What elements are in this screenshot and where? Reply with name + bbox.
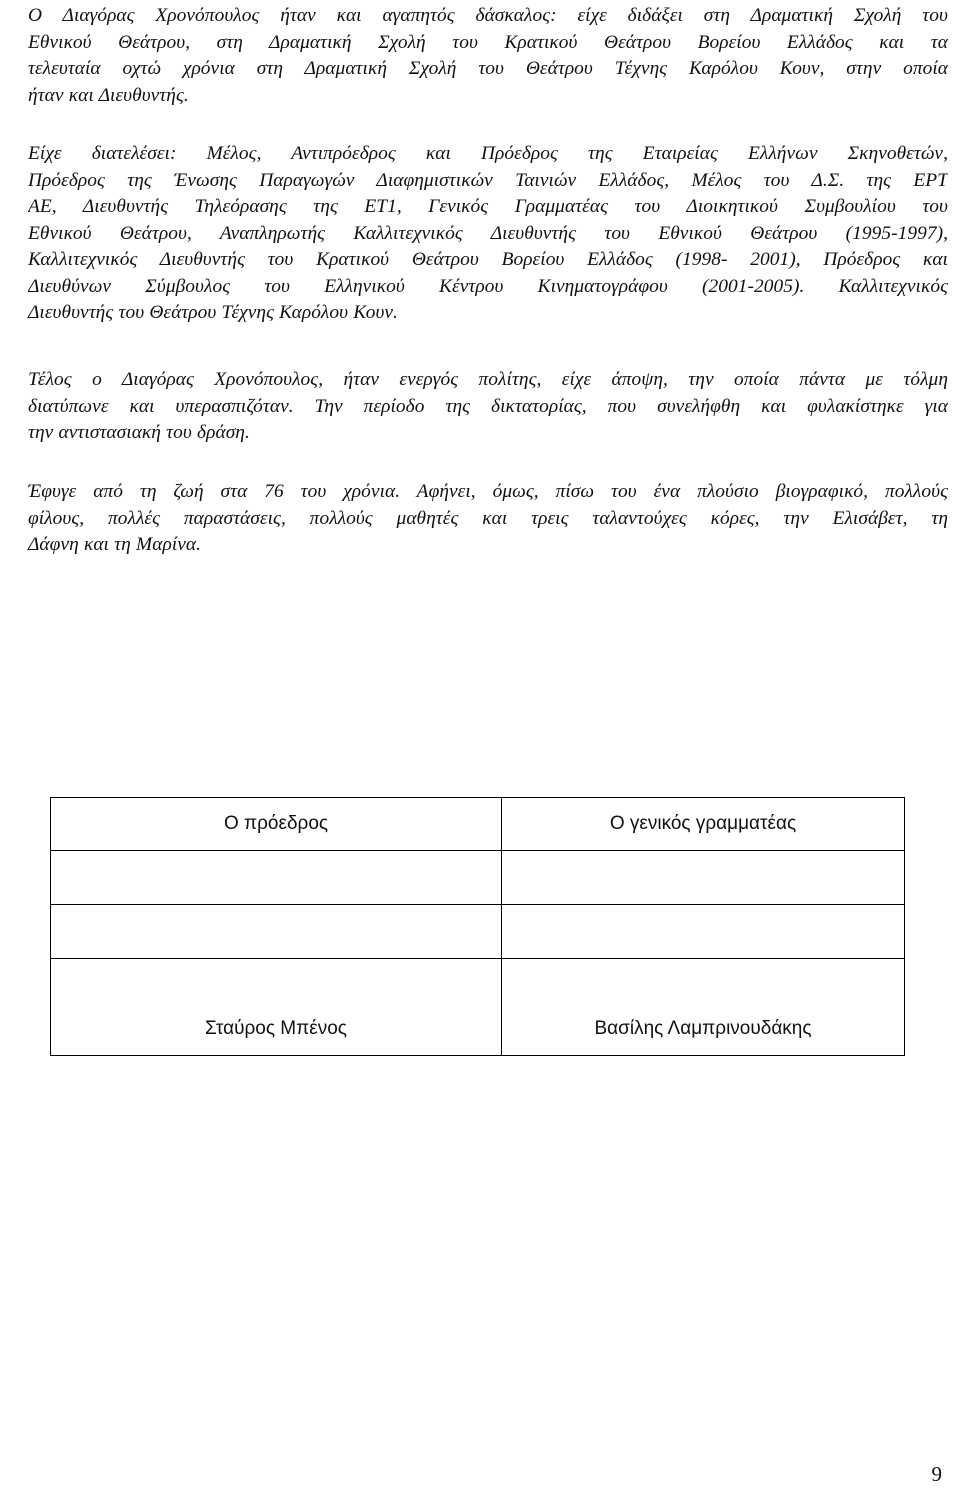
blank-cell	[51, 905, 502, 959]
secretary-name: Βασίλης Λαμπρινουδάκης	[594, 1018, 812, 1039]
text-line: τελευταία οχτώ χρόνια στη Δραματική Σχολή του Θεάτρου Τέχνης Καρόλου Κουν, στην οποία	[28, 58, 948, 79]
blank-cell	[502, 905, 905, 959]
paragraph-citizen	[28, 367, 948, 447]
secretary-title: Ο γενικός γραμματέας	[502, 798, 905, 851]
president-name-cell	[51, 959, 502, 1056]
president-name: Σταύρος Μπένος	[205, 1018, 347, 1039]
text-line: Είχε διατελέσει: Μέλος, Αντιπρόεδρος και Πρόεδρος της Εταιρείας Ελλήνων Σκηνοθετών,	[28, 143, 948, 164]
signature-table	[50, 797, 905, 1056]
signature-blank-row	[51, 851, 905, 905]
text-line: φίλους, πολλές παραστάσεις, πολλούς μαθητές και τρεις ταλαντούχες κόρες, την Ελισάβετ, τη	[28, 507, 948, 529]
text-line: Δάφνη και τη Μαρίνα.	[28, 534, 202, 555]
paragraph-teaching	[28, 3, 948, 109]
blank-cell	[502, 851, 905, 905]
signature-blank-row	[51, 905, 905, 959]
secretary-name-cell	[502, 959, 905, 1056]
text-line: Πρόεδρος της Ένωσης Παραγωγών Διαφημιστικών Ταινιών Ελλάδος, Μέλος του Δ.Σ. της ΕΡΤ	[28, 169, 948, 191]
president-title: Ο πρόεδρος	[51, 798, 502, 851]
text-line: ΑΕ, Διευθυντής Τηλεόρασης της ΕΤ1, Γενικός Γραμματέας του Διοικητικού Συμβουλίου του	[28, 196, 948, 217]
signature-name-row	[51, 959, 905, 1056]
text-line: την αντιστασιακή του δράση.	[28, 422, 250, 443]
text-line: Διευθύνων Σύμβουλος του Ελληνικού Κέντρου Κινηματογράφου (2001-2005). Καλλιτεχνικός	[28, 275, 948, 297]
page-number: 9	[931, 1462, 942, 1486]
text-line: Τέλος ο Διαγόρας Χρονόπουλος, ήταν ενεργός πολίτης, είχε άποψη, την οποία πάντα με τόλμη	[28, 369, 948, 390]
text-line: Εθνικού Θεάτρου, στη Δραματική Σχολή του Κρατικού Θεάτρου Βορείου Ελλάδος και τα	[28, 31, 948, 53]
text-line: Έφυγε από τη ζωή στα 76 του χρόνια. Αφήνει, όμως, πίσω του ένα πλούσιο βιογραφικό, πολλούς	[28, 481, 948, 502]
blank-cell	[51, 851, 502, 905]
text-line: Ο Διαγόρας Χρονόπουλος ήταν και αγαπητός δάσκαλος: είχε διδάξει στη Δραματική Σχολή του	[28, 5, 948, 26]
text-line: διατύπωνε και υπερασπιζόταν. Την περίοδο της δικτατορίας, που συνελήφθη και φυλακίστηκε για	[28, 395, 948, 417]
text-line: Καλλιτεχνικός Διευθυντής του Κρατικού Θεάτρου Βορείου Ελλάδος (1998- 2001), Πρόεδρος και	[28, 249, 948, 270]
text-line: Εθνικού Θεάτρου, Αναπληρωτής Καλλιτεχνικός Διευθυντής του Εθνικού Θεάτρου (1995-1997),	[28, 222, 948, 244]
signature-title-row	[51, 798, 905, 851]
text-line: Διευθυντής του Θεάτρου Τέχνης Καρόλου Κουν.	[28, 302, 398, 323]
paragraph-passing	[28, 479, 948, 559]
paragraph-positions	[28, 141, 948, 327]
text-line: ήταν και Διευθυντής.	[28, 84, 189, 106]
